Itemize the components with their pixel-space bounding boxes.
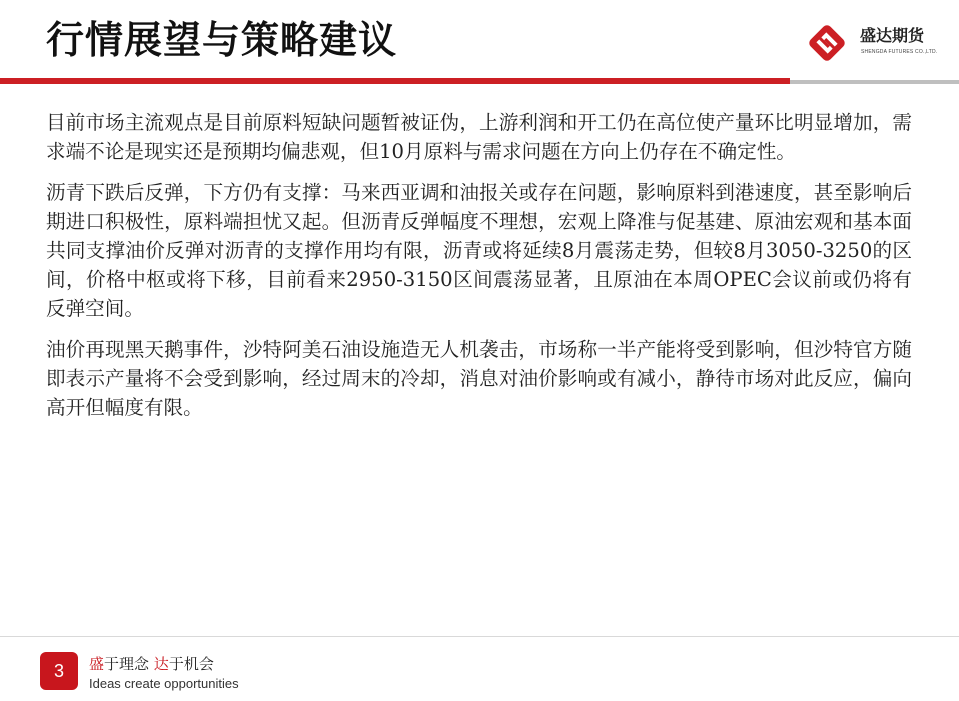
header-divider-red <box>0 78 790 84</box>
paragraph-market-view: 目前市场主流观点是目前原料短缺问题暂被证伪，上游利润和开工仍在高位使产量环比明显增加，需求端不论是现实还是预期均偏悲观，但10月原料与需求问题在方向上仍存在不确定性。 <box>46 111 912 163</box>
slogan-chinese <box>89 655 214 673</box>
shengda-logo-icon <box>806 22 848 64</box>
slide-title: 行情展望与策略建议 <box>46 17 398 62</box>
body-text <box>46 108 912 434</box>
paragraph-asphalt-outlook: 沥青下跌后反弹，下方仍有支撑：马来西亚调和油报关或存在问题，影响原料到港速度，甚至影响后期进口积极性，原料端担忧又起。但沥青反弹幅度不理想，宏观上降准与促基建、原油宏观和基本面共同支撑油价反弹对沥青的支撑作用均有限，沥青或将延续8月震荡走势，但较8月3050-3250的区间，价格中枢或将下移，目前看来2950-3150区间震荡显著，且原油在本周OPEC会议前或仍将有反弹空间。 <box>46 181 912 320</box>
paragraph-oil-event: 油价再现黑天鹅事件，沙特阿美石油设施造无人机袭击，市场称一半产能将受到影响，但沙特官方随即表示产量将不会受到影响，经过周末的冷却，消息对油价影响或有减小，静待市场对此反应，偏向高开但幅度有限。 <box>46 338 912 419</box>
slogan-accent-da: 达 <box>153 655 169 673</box>
logo-company-subtitle: SHENGDA FUTURES CO.,LTD. <box>861 49 938 55</box>
slogan-text-part1: 于理念 <box>104 655 154 673</box>
slogan-text-part2: 于机会 <box>168 655 214 673</box>
slogan-english: Ideas create opportunities <box>89 676 239 691</box>
company-logo <box>806 22 946 64</box>
page-number-badge: 3 <box>40 652 78 690</box>
logo-company-name: 盛达期货 <box>860 26 925 45</box>
footer-divider <box>0 636 959 637</box>
header-divider-gray <box>790 80 959 84</box>
slogan-accent-sheng: 盛 <box>89 655 105 673</box>
